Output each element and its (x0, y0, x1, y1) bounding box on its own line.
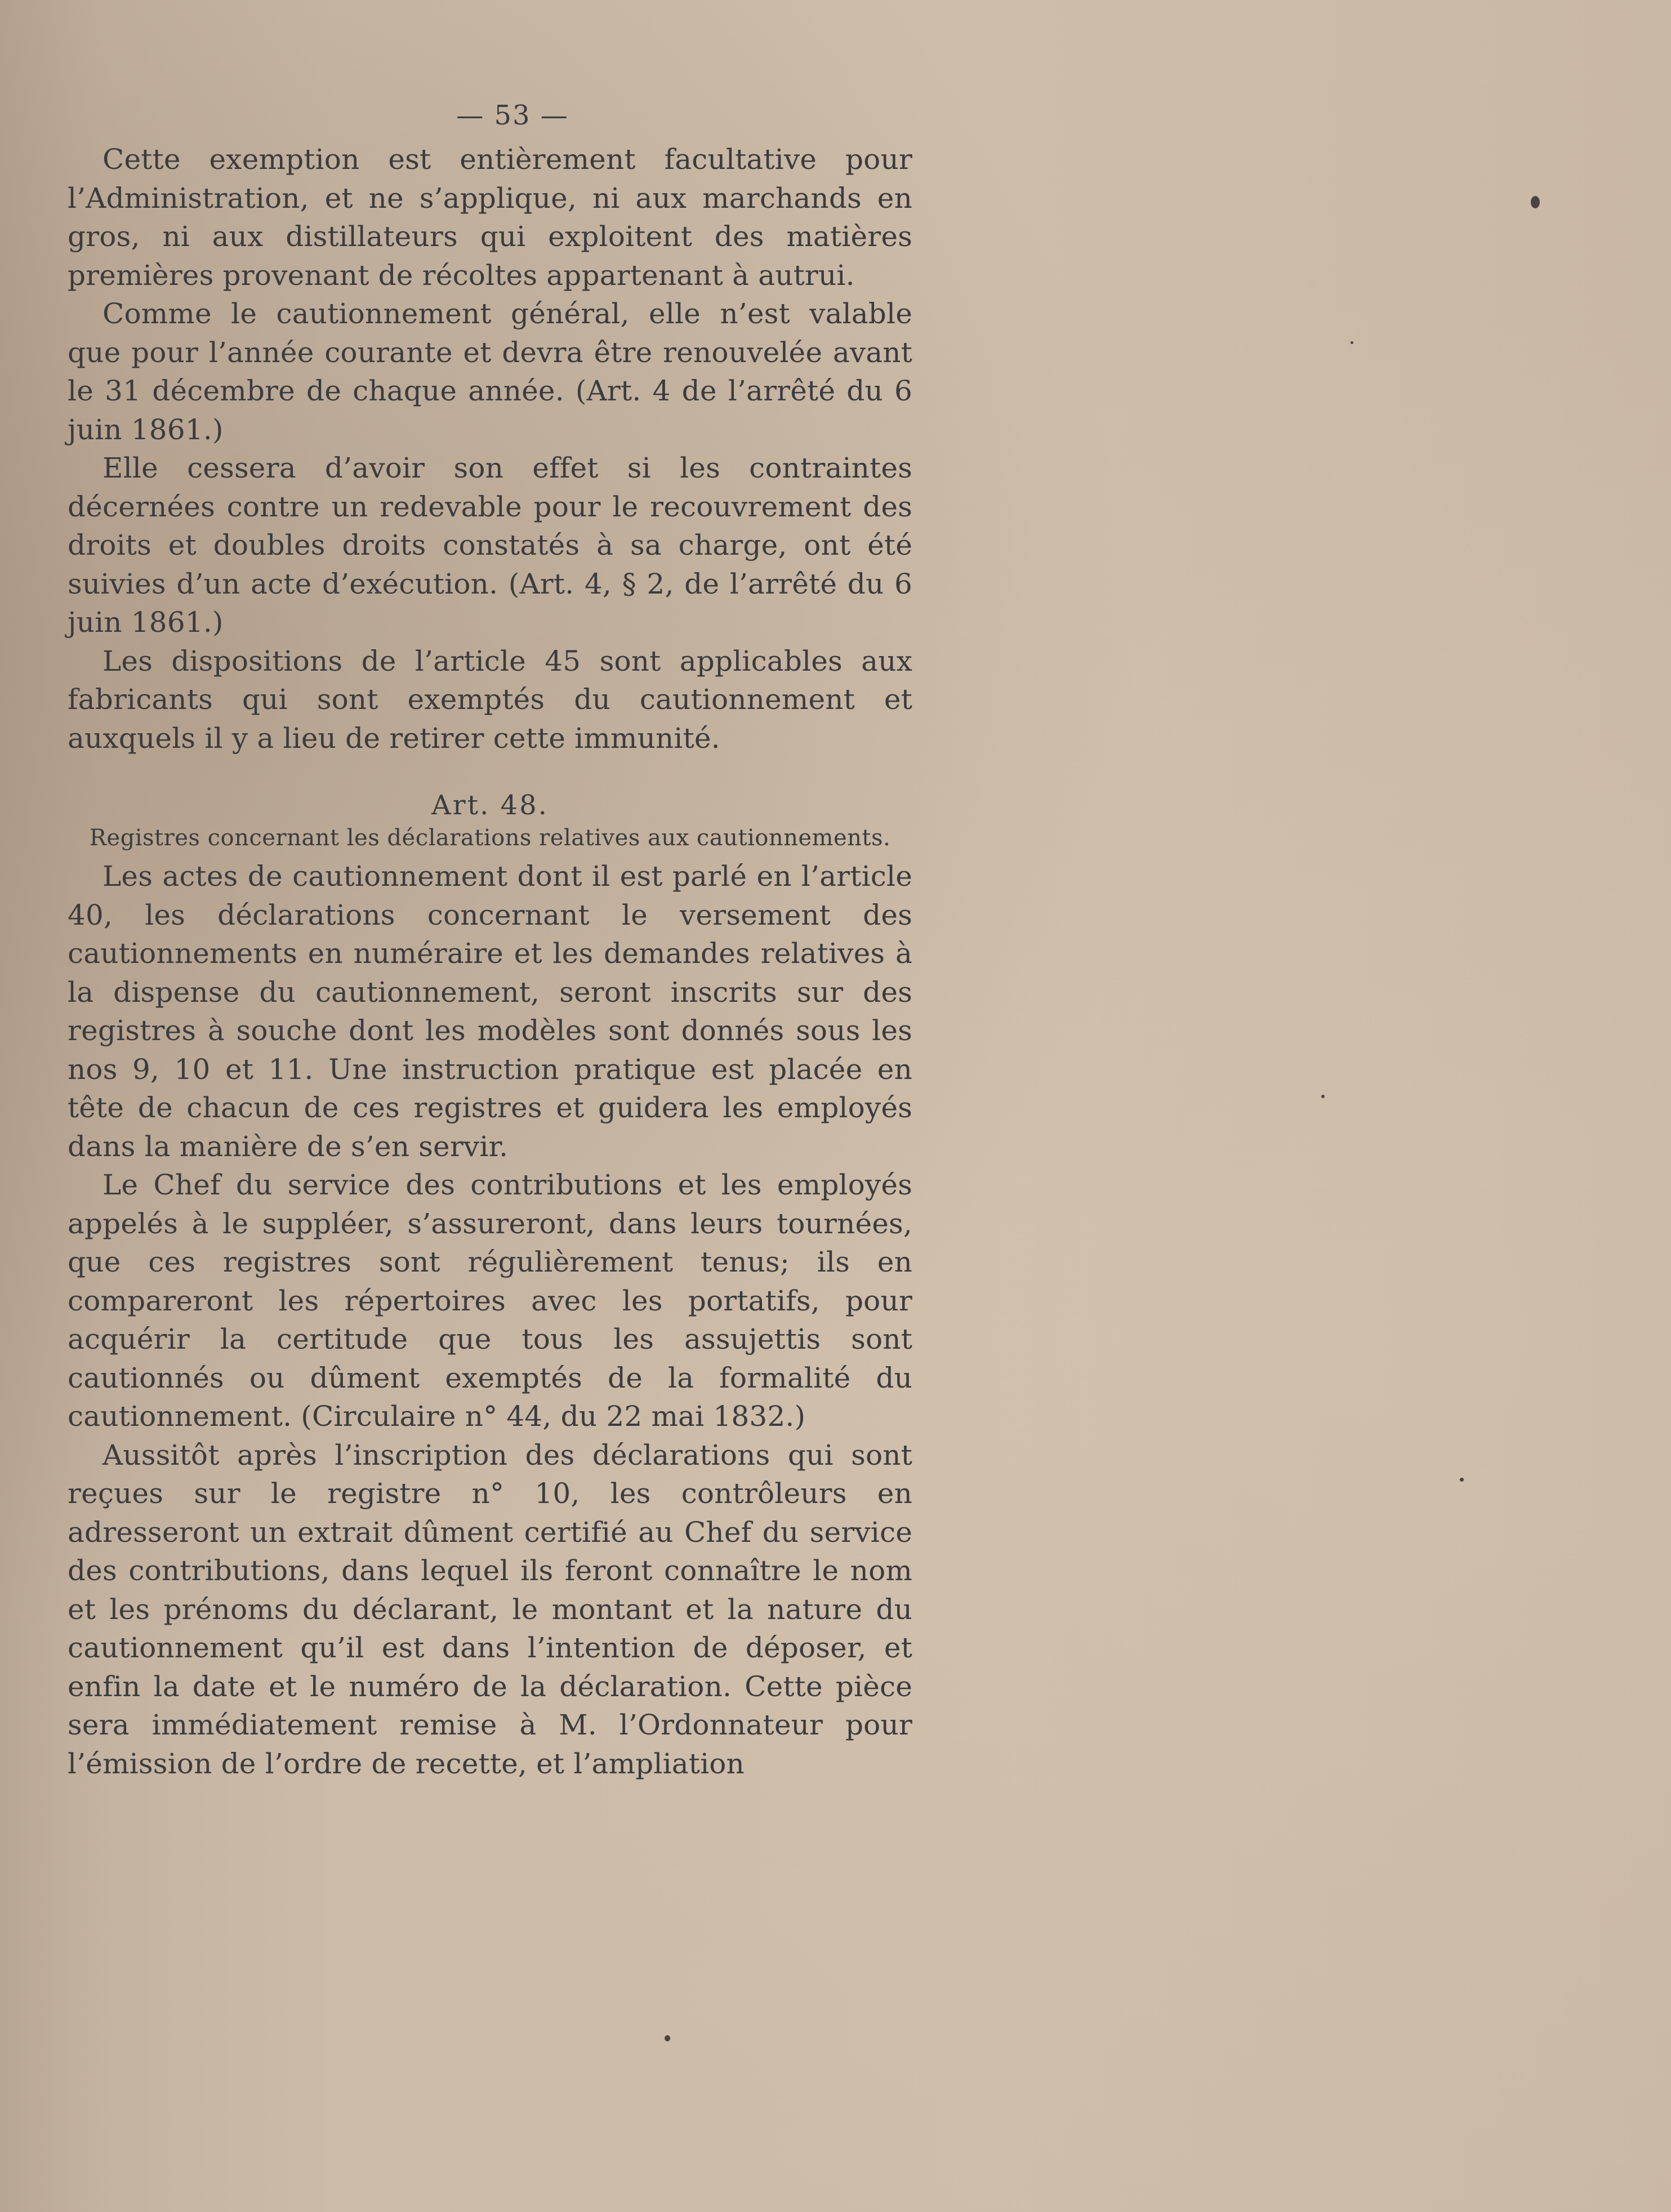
paragraph: Le Chef du service des contributions et les employés appelés à le suppléer, s’assureront, dans leurs tournées, que ces registres sont régulièrement tenus; ils en compareront les répertoires avec les portatifs, pour acquérir la certitude que tous les assujettis sont cautionnés ou dûment exemptés de la formalité du cautionnement. (Circulaire n° 44, du 22 mai 1832.) (68, 1169, 912, 1433)
page-number: — 53 — (456, 100, 569, 131)
article-heading: Art. 48. (431, 790, 549, 821)
ink-speck (1460, 1478, 1464, 1482)
ink-speck (1321, 1095, 1325, 1098)
paragraph: Cette exemption est entièrement facultative pour l’Administration, et ne s’applique, ni aux marchands en gros, ni aux distillateurs qui exploitent des matières premières provenant de récoltes appartenant à autrui. (68, 143, 912, 292)
paragraph: Aussitôt après l’inscription des déclarations qui sont reçues sur le registre n° 10, les contrôleurs en adresseront un extrait dûment certifié au Chef du service des contributions, dans lequel ils feront connaître le nom et les prénoms du déclarant, le montant et la nature du cautionnement qu’il est dans l’intention de déposer, et enfin la date et le numéro de la déclaration. Cette pièce sera immédiatement remise à M. l’Ordonnateur pour l’émission de l’ordre de recette, et l’ampliation (68, 1438, 912, 1780)
paragraph: Elle cessera d’avoir son effet si les contraintes décernées contre un redevable pour le recouvrement des droits et doubles droits constatés à sa charge, ont été suivies d’un acte d’exécution. (Art. 4, § 2, de l’arrêté du 6 juin 1861.) (68, 452, 912, 639)
paragraph: Les actes de cautionnement dont il est parlé en l’article 40, les déclarations concernant le versement des cautionnements en numéraire et les demandes relatives à la dispense du cautionnement, seront inscrits sur des registres à souche dont les modèles sont donnés sous les nos 9, 10 et 11. Une instruction pratique est placée en tête de chacun de ces registres et guidera les employés dans la manière de s’en servir. (68, 860, 912, 1163)
text-column (68, 99, 912, 1783)
ink-speck (665, 2035, 670, 2041)
paragraph: Les dispositions de l’article 45 sont applicables aux fabricants qui sont exemptés du cautionnement et auxquels il y a lieu de retirer cette immunité. (68, 644, 912, 755)
ink-speck (1531, 196, 1540, 208)
article-subtitle: Registres concernant les déclarations relatives aux cautionnements. (89, 825, 891, 851)
ink-speck (1351, 341, 1353, 344)
paragraph: Comme le cautionnement général, elle n’est valable que pour l’année courante et devra être renouvelée avant le 31 décembre de chaque année. (Art. 4 de l’arrêté du 6 juin 1861.) (68, 297, 912, 446)
